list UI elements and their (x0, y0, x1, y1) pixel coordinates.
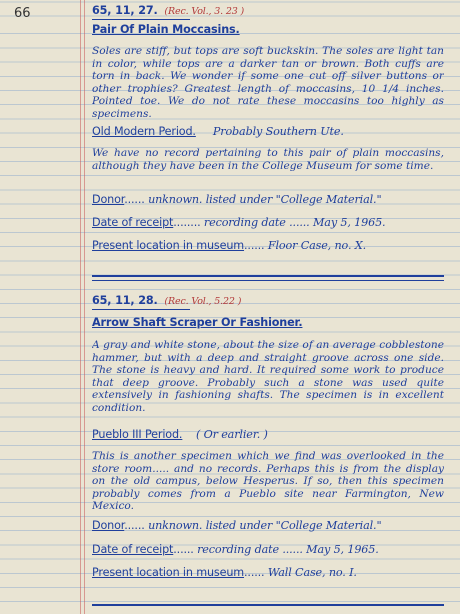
entry-header (92, 4, 444, 18)
receipt-line: Date of receipt...... recording date ...... May 5, 1965. (92, 543, 379, 556)
entry-description: Soles are stiff, but tops are soft buckskin. The soles are light tan in color, while tops are a darker tan or brown. Both cuffs are torn in back. We wonder if some one cut off silver buttons or other trophies? Greatest length of moccasins, 10 1/4 inches. Pointed toe. We do not rate these moccasins too highly as specimens. (92, 45, 444, 120)
donor-value: unknown. listed under "College Material." (148, 193, 382, 206)
donor-line: Donor...... unknown. listed under "College Material." (92, 519, 382, 532)
location-line: Present location in museum...... Floor Case, no. X. (92, 239, 366, 252)
location-label: Present location in museum (92, 239, 245, 252)
period-line (92, 125, 444, 138)
entry-title (92, 316, 444, 329)
attribution: Probably Southern Ute. (212, 125, 344, 138)
header-underline (92, 309, 190, 310)
entry-header (92, 294, 444, 308)
location-line: Present location in museum...... Wall Case, no. I. (92, 566, 357, 579)
margin-line (80, 0, 81, 614)
entry-description: A gray and white stone, about the size of an average cobblestone hammer, but with a deep and straight groove across one side. The stone is heavy and hard. It required some work to produce that deep groove. Probably such a stone was used quite extensively in fashioning shafts. The specimen is in excellent condition. (92, 339, 444, 414)
catalog-number: 65, 11, 28. (92, 294, 158, 307)
entry-title-text: Arrow Shaft Scraper Or Fashioner. (92, 316, 303, 329)
location-label: Present location in museum (92, 566, 245, 579)
donor-label: Donor (92, 519, 125, 532)
entry-note: We have no record pertaining to this pair of plain moccasins, although they have been in the College Museum for some time. (92, 147, 444, 172)
record-reference: (Rec. Vol., 5.22 ) (164, 296, 242, 307)
location-value: Wall Case, no. I. (267, 566, 357, 579)
location-value: Floor Case, no. X. (267, 239, 366, 252)
entry-title-text: Pair Of Plain Moccasins. (92, 23, 240, 36)
period-line (92, 428, 444, 441)
receipt-value: recording date ...... May 5, 1965. (197, 543, 379, 556)
entry-divider-thin (92, 280, 444, 281)
receipt-line: Date of receipt........ recording date ...... May 5, 1965. (92, 216, 386, 229)
margin-line-double (84, 0, 85, 614)
donor-label: Donor (92, 193, 125, 206)
entry-divider (92, 604, 444, 606)
entry-title (92, 23, 444, 36)
entry-divider (92, 275, 444, 277)
receipt-value: recording date ...... May 5, 1965. (203, 216, 386, 229)
catalog-number: 65, 11, 27. (92, 4, 158, 17)
period: Old Modern Period. (92, 125, 196, 138)
receipt-label: Date of receipt (92, 216, 174, 229)
header-underline (92, 19, 190, 20)
record-reference: (Rec. Vol., 3. 23 ) (164, 6, 245, 17)
entry-note: This is another specimen which we find was overlooked in the store room..... and no records. Perhaps this is from the display on the old campus, below Hesperus. If so, then this specimen probably comes from a Pueblo site near Farmington, New Mexico. (92, 450, 444, 513)
donor-line: Donor...... unknown. listed under "College Material." (92, 193, 382, 206)
donor-value: unknown. listed under "College Material." (148, 519, 382, 532)
page-number: 66 (14, 6, 31, 21)
attribution: ( Or earlier. ) (195, 428, 268, 441)
period: Pueblo III Period. (92, 428, 183, 441)
receipt-label: Date of receipt (92, 543, 174, 556)
